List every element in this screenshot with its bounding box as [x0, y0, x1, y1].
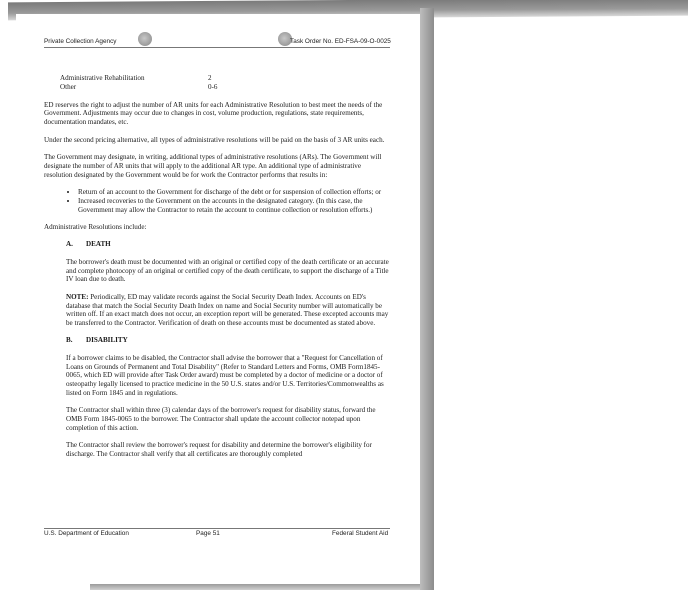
table-row — [44, 83, 390, 92]
scan-right-shadow — [420, 8, 434, 590]
table-value: 2 — [208, 74, 212, 82]
footer-left: U.S. Department of Education — [44, 530, 129, 537]
table-value: 0-6 — [208, 82, 218, 91]
section-death — [44, 240, 390, 328]
header-right: Task Order No. ED-FSA-09-O-0025 — [290, 38, 391, 45]
paragraph: The Contractor shall within three (3) calendar days of the borrower's request for disability status, forward the OMB Form 1845-0065 to the borrower. The Contractor shall update the account collector notepad upon completion of this action. — [66, 406, 376, 433]
list-item: • Increased recoveries to the Government on the accounts in the designated category. (In this case, the Government may allow the Contractor to retain the account to continue collection or resolution efforts.) — [78, 197, 390, 215]
section-letter: B. — [66, 336, 73, 345]
section-letter: A. — [66, 240, 73, 249]
section-disability — [44, 336, 390, 459]
table-label: Administrative Rehabilitation — [60, 74, 145, 82]
footer-rule — [44, 528, 390, 529]
bullet-list — [44, 188, 390, 214]
document-body — [44, 74, 390, 468]
units-table — [44, 74, 390, 92]
paragraph: The borrower's death must be documented with an original or certified copy of the death certificate or an accurate and complete photocopy of an original or certified copy of the death certificate, to support the discharge of a Title IV loan due to death. — [66, 257, 389, 284]
paragraph: Under the second pricing alternative, all types of administrative resolutions will be paid on the basis of 3 AR units each. — [44, 135, 385, 144]
list-item: • Return of an account to the Government for discharge of the debt or for suspension of collection efforts; or — [78, 188, 390, 197]
section-title: DEATH — [86, 240, 111, 249]
note-paragraph — [66, 293, 390, 328]
section-heading — [66, 240, 390, 249]
paragraph: If a borrower claims to be disabled, the Contractor shall advise the borrower that a "Request for Cancellation of Loans on Grounds of Permanent and Total Disability" (Refer to Standard Letters and Forms, OMB Form1845-0065, which ED will provide after Task Order award) must be completed by a doctor of medicine or a doctor of osteopathy legally licensed to practice medicine in the 50 U.S. states and/or U.S. Territories/Commonwealths as listed on Form 1845 and in regulations. — [66, 353, 384, 398]
note-label: NOTE: — [66, 292, 89, 301]
paragraph: ED reserves the right to adjust the number of AR units for each Administrative Resolution to best meet the needs of the Government. Adjustments may occur due to changes in cost, volume production, regulations, state requirements, documentation mandates, etc. — [44, 100, 383, 127]
scan-bottom-shadow — [90, 584, 420, 590]
table-row — [44, 74, 390, 83]
footer-page-number: Page 51 — [196, 530, 220, 537]
paragraph: The Contractor shall review the borrower's request for disability and determine the borrower's eligibility for discharge. The Contractor shall verify that all certificates are thoroughly completed — [66, 441, 372, 459]
section-heading — [66, 336, 390, 345]
table-label: Other — [60, 82, 77, 91]
header-rule — [44, 47, 390, 48]
header-left: Private Collection Agency — [44, 38, 117, 45]
punch-hole-left — [138, 32, 152, 46]
paragraph: The Government may designate, in writing, additional types of administrative resolutions (ARs). The Government will designate the number of AR units that will apply to the additional AR type. An additional type of administrative resolution designated by the Government would be for work the Contractor performs that results in: — [44, 152, 382, 179]
paragraph: Administrative Resolutions include: — [44, 222, 147, 231]
footer-right: Federal Student Aid — [332, 530, 389, 537]
section-title: DISABILITY — [86, 336, 128, 345]
note-text: Periodically, ED may validate records against the Social Security Death Index. Accounts on ED's database that match the Social Security Death Index on name and Social Security number will automatically be written off. If an exact match does not occur, an exception report will be generated. These excepted accounts may be transferred to the Contractor. Verification of death on these accounts must be documented as stated above. — [66, 292, 389, 328]
